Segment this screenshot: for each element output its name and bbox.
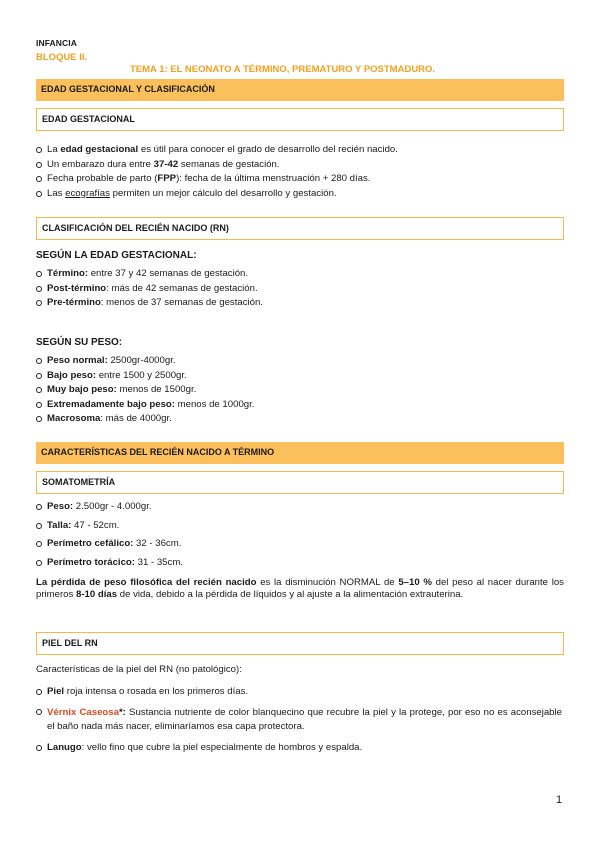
list-item: Término: entre 37 y 42 semanas de gestación. bbox=[36, 268, 566, 280]
subheading-edad-gestacional: SEGÚN LA EDAD GESTACIONAL: bbox=[36, 250, 197, 261]
list-item: Lanugo: vello fino que cubre la piel especialmente de hombros y espalda. bbox=[36, 742, 566, 754]
list-item: Fecha probable de parto (FPP): fecha de la última menstruación + 280 días. bbox=[36, 173, 566, 185]
subsection-box-piel-rn: PIEL DEL RN bbox=[36, 632, 564, 655]
list-item: Peso: 2.500gr - 4.000gr. bbox=[36, 501, 566, 513]
somatometria-list bbox=[36, 501, 566, 568]
list-item: Perímetro torácico: 31 - 35cm. bbox=[36, 557, 566, 569]
edad-gestacional-list bbox=[36, 144, 566, 199]
weight-loss-paragraph: La pérdida de peso filosófica del recién nacido es la disminución NORMAL de 5–10 % del peso al nacer durante los primeros 8-10 días de vida, debido a la pérdida de líquidos y al ajuste a la alimentación extrauterina. bbox=[36, 577, 564, 601]
subheading-peso: SEGÚN SU PESO: bbox=[36, 337, 123, 348]
block-header: BLOQUE II. bbox=[36, 52, 88, 63]
page-number: 1 bbox=[556, 794, 563, 806]
topic-title: TEMA 1: EL NEONATO A TÉRMINO, PREMATURO Y POSTMADURO. bbox=[130, 64, 436, 75]
list-item: Bajo peso: entre 1500 y 2500gr. bbox=[36, 370, 566, 382]
list-item: Macrosoma: más de 4000gr. bbox=[36, 413, 566, 425]
subsection-box-clasificacion-rn: CLASIFICACIÓN DEL RECIÉN NACIDO (RN) bbox=[36, 217, 564, 240]
subject-header: INFANCIA bbox=[36, 38, 77, 48]
list-item: Pre-término: menos de 37 semanas de gestación. bbox=[36, 297, 566, 309]
list-item: La edad gestacional es útil para conocer el grado de desarrollo del recién nacido. bbox=[36, 144, 566, 156]
list-item: Un embarazo dura entre 37-42 semanas de gestación. bbox=[36, 159, 566, 171]
edad-gestacional-classification-list bbox=[36, 268, 566, 309]
subsection-box-somatometria: SOMATOMETRÍA bbox=[36, 471, 564, 494]
piel-intro: Características de la piel del RN (no patológico): bbox=[36, 664, 242, 675]
list-item: Extremadamente bajo peso: menos de 1000gr. bbox=[36, 399, 566, 411]
list-item: Perímetro cefálico: 32 - 36cm. bbox=[36, 538, 566, 550]
section-bar-caracteristicas-rn: CARACTERÍSTICAS DEL RECIÉN NACIDO A TÉRMINO bbox=[36, 442, 564, 464]
list-item: Muy bajo peso: menos de 1500gr. bbox=[36, 384, 566, 396]
subsection-box-edad-gestacional: EDAD GESTACIONAL bbox=[36, 108, 564, 131]
list-item: Post-término: más de 42 semanas de gestación. bbox=[36, 283, 566, 295]
peso-classification-list bbox=[36, 355, 566, 425]
list-item: Las ecografías permiten un mejor cálculo del desarrollo y gestación. bbox=[36, 188, 566, 200]
section-bar-edad-gestacional-clasificacion: EDAD GESTACIONAL Y CLASIFICACIÓN bbox=[36, 79, 564, 101]
piel-list bbox=[36, 686, 566, 754]
list-item: Piel roja intensa o rosada en los primeros días. bbox=[36, 686, 566, 698]
list-item: Talla: 47 - 52cm. bbox=[36, 520, 566, 532]
list-item: Peso normal: 2500gr-4000gr. bbox=[36, 355, 566, 367]
list-item: Vérnix Caseosa*: Sustancia nutriente de color blanquecino que recubre la piel y la protege, por eso no es aconsejable el baño nada más nacer, eliminaríamos esa capa protectora. bbox=[36, 706, 566, 735]
